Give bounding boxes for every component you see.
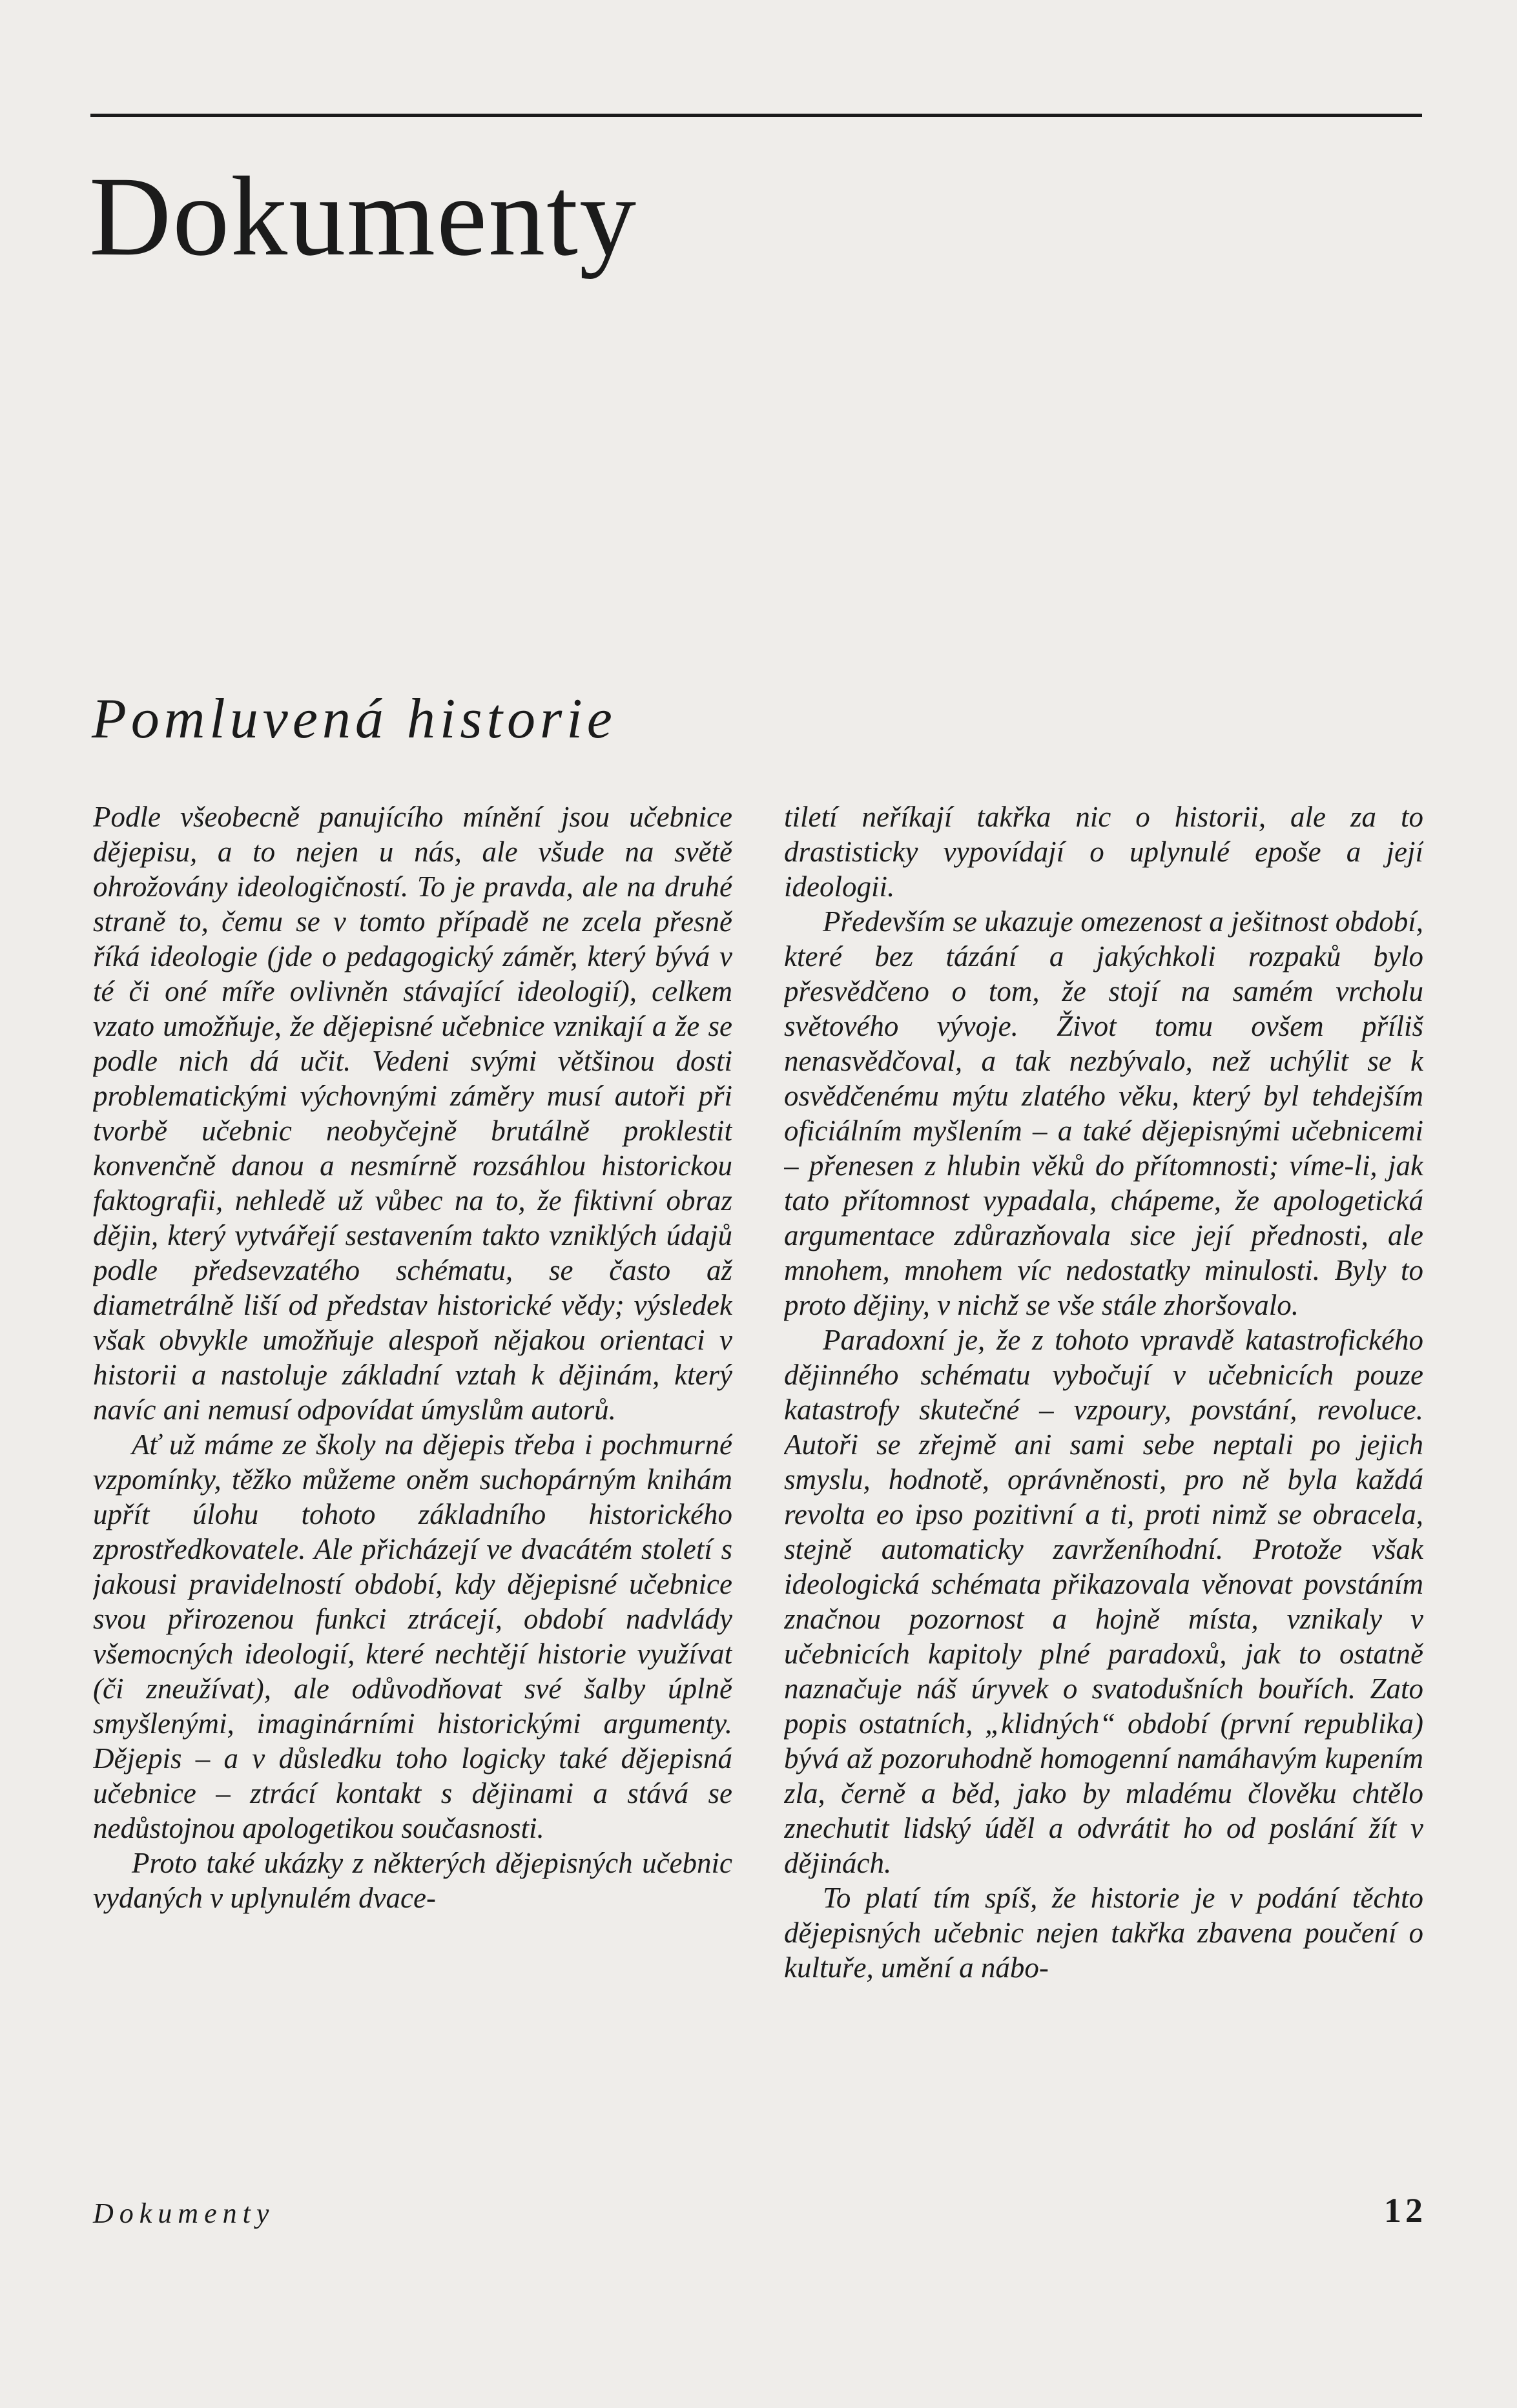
paragraph: Podle všeobecně panujícího mínění jsou učebnice dějepisu, a to nejen u nás, ale všude na světě ohrožovány ideologičností. To je pravda, ale na druhé straně to, čemu se v tomto případě ne zcela přesně říká ideologie (jde o pedagogický záměr, který bývá v té či oné míře ovlivněn stávající ideologií), celkem vzato umožňuje, že dějepisné učebnice vznikají a že se podle nich dá učit. Vedeni svými většinou dosti problematickými výchovnými záměry musí autoři při tvorbě učebnic neobyčejně brutálně proklestit konvenčně danou a nesmírně rozsáhlou historickou faktografii, nehledě už vůbec na to, že fiktivní obraz dějin, který vytvářejí sestavením takto vzniklých údajů podle předsevzatého schématu, se často až diametrálně liší od představ historické vědy; výsledek však obvykle umožňuje alespoň nějakou orientaci v historii a nastoluje základní vztah k dějinám, který navíc ani nemusí odpovídat úmyslům autorů. [93, 801, 732, 1426]
page-number: 12 [1384, 2191, 1427, 2230]
paragraph: tiletí neříkají takřka nic o historii, ale za to drastisticky vypovídají o uplynulé epoše a její ideologii. [784, 801, 1423, 903]
article-body [93, 799, 1423, 2130]
section-title: Dokumenty [89, 154, 638, 280]
paragraph: To platí tím spíš, že historie je v podání těchto dějepisných učebnic nejen takřka zbavena poučení o kultuře, umění a nábo- [784, 1882, 1423, 1984]
right-column [784, 799, 1423, 2130]
paragraph: Ať už máme ze školy na dějepis třeba i pochmurné vzpomínky, těžko můžeme oněm suchopárným knihám upřít úlohu tohoto základního historického zprostředkovatele. Ale přicházejí ve dvacátém století s jakousi pravidelností období, kdy dějepisné učebnice svou přirozenou funkci ztrácejí, období nadvlády všemocných ideologií, které nechtějí historie využívat (či zneužívat), ale odůvodňovat své šalby úplně smyšlenými, imaginárními historickými argumenty. Dějepis – a v důsledku toho logicky také dějepisná učebnice – ztrácí kontakt s dějinami a stává se nedůstojnou apologetikou současnosti. [93, 1428, 732, 1844]
paragraph: Proto také ukázky z některých dějepisných učebnic vydaných v uplynulém dvace- [93, 1847, 732, 1914]
left-column [93, 799, 732, 2130]
paragraph: Paradoxní je, že z tohoto vpravdě katastrofického dějinného schématu vybočují v učebnicích pouze katastrofy skutečné – vzpoury, povstání, revoluce. Autoři se zřejmě ani sami sebe neptali po jejich smyslu, hodnotě, oprávněnosti, pro ně byla každá revolta eo ipso pozitivní a ti, proti nimž se obracela, stejně automaticky zavrženíhodní. Protože však ideologická schémata přikazovala věnovat povstáním značnou pozornost a hojně místa, vznikaly v učebnicích kapitoly plné paradoxů, jak to ostatně naznačuje náš úryvek o svatodušních bouřích. Zato popis ostatních, „klidných“ období (první republika) bývá až pozoruhodně homogenní namáhavým kupením zla, černě a běd, jako by mladému člověku chtělo znechutit lidský úděl a odvrátit ho od poslání žít v dějinách. [784, 1324, 1423, 1879]
article-title: Pomluvená historie [92, 688, 617, 750]
top-rule [90, 114, 1422, 117]
footer-section-label: Dokumenty [93, 2197, 275, 2229]
paragraph: Především se ukazuje omezenost a ješitnost období, které bez tázání a jakýchkoli rozpaků bylo přesvědčeno o tom, že stojí na samém vrcholu světového vývoje. Život tomu ovšem příliš nenasvědčoval, a tak nezbývalo, než uchýlit se k osvědčenému mýtu zlatého věku, který byl tehdejším oficiálním myšlením – a také dějepisnými učebnicemi – přenesen z hlubin věků do přítomnosti; víme-li, jak tato přítomnost vypadala, chápeme, že apologetická argumentace zdůrazňovala sice její přednosti, ale mnohem, mnohem víc nedostatky minulosti. Byly to proto dějiny, v nichž se vše stále zhoršovalo. [784, 905, 1423, 1321]
